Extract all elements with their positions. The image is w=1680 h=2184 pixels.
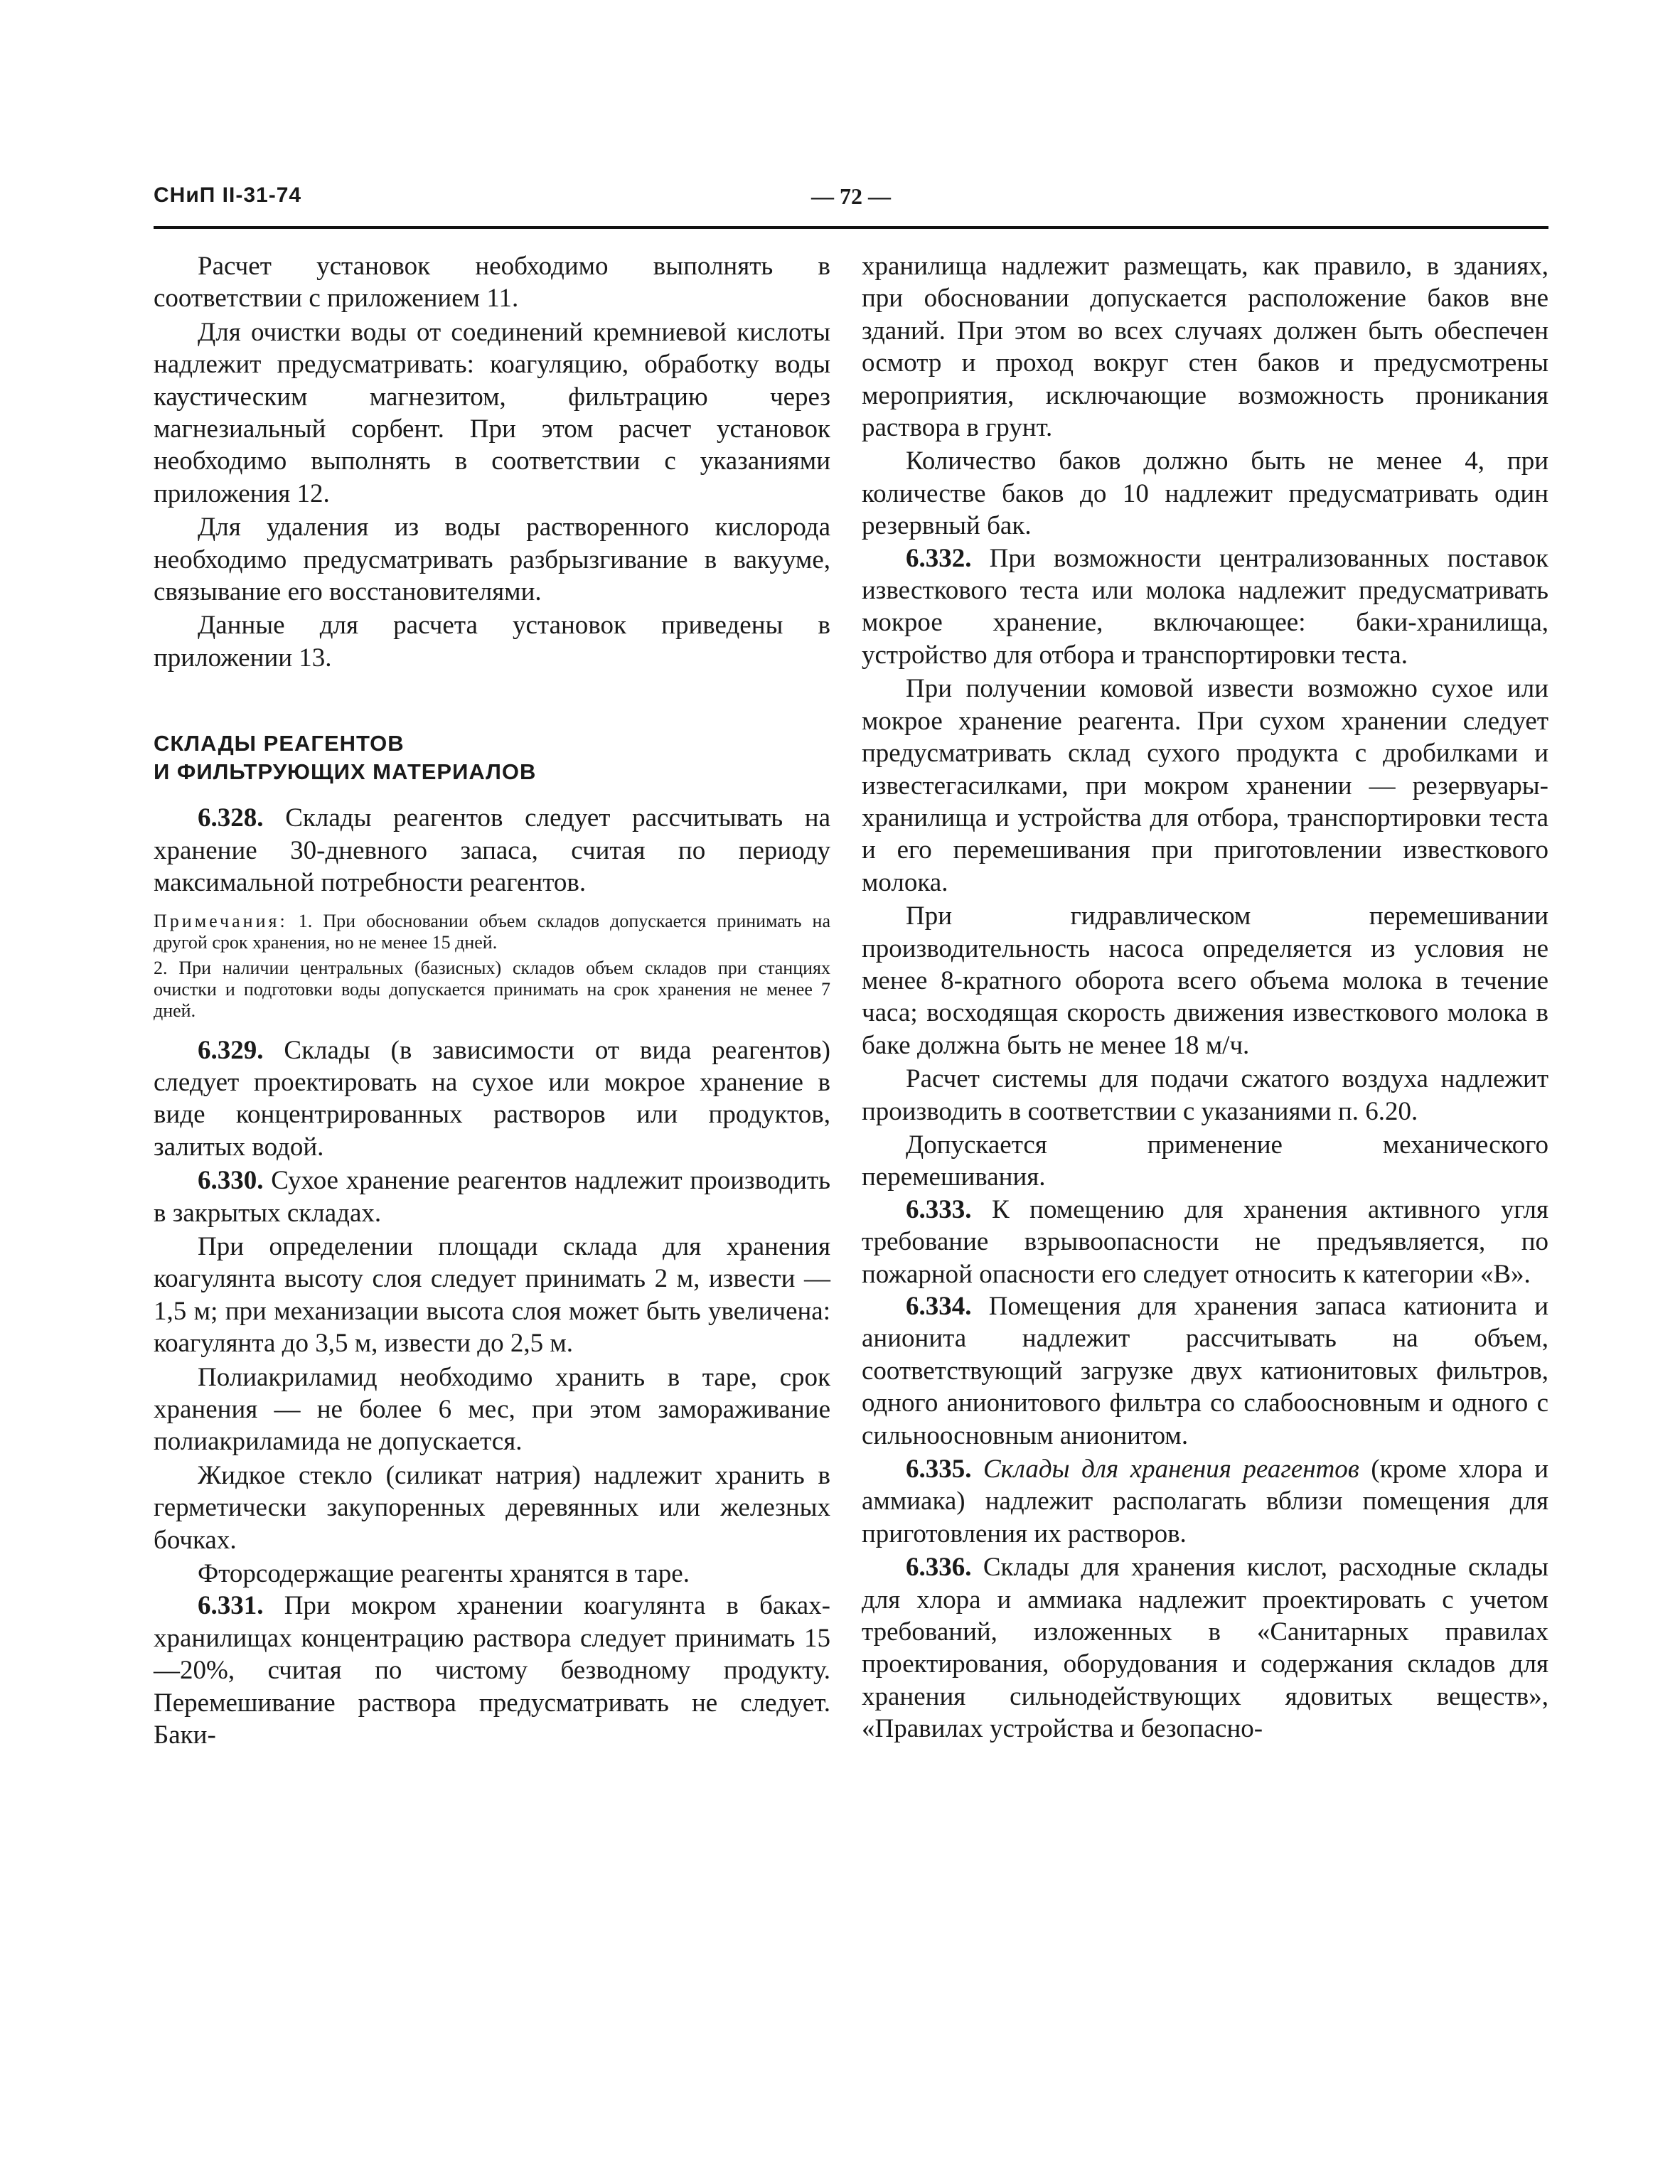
- clause-number: 6.328.: [198, 803, 264, 833]
- paragraph: Допускается применение механического перемешивания.: [862, 1130, 1548, 1192]
- clause-text: Склады (в зависимости от вида реагентов) следует проектировать на сухое или мокрое хранение в виде концентрированных растворов или продуктов, залитых водой.: [154, 1035, 830, 1162]
- paragraph: Расчет установок необходимо выполнять в соответствии с приложением 11.: [154, 252, 830, 314]
- clause-text: При возможности централизованных поставок известкового теста или молока надлежит предусматривать мокрое хранение, включающее: баки-хранилища, устройство для отбора и транспортировки теста.: [862, 543, 1548, 670]
- clause-number: 6.334.: [906, 1292, 972, 1321]
- paragraph: Фторсодержащие реагенты хранятся в таре.: [198, 1559, 690, 1588]
- section-heading-line: СКЛАДЫ РЕАГЕНТОВ: [154, 731, 405, 756]
- paragraph: хранилища надлежит размещать, как правило, в зданиях, при обосновании допускается расположение баков вне зданий. При этом во всех случаях должен быть обеспечен осмотр и проход вокруг стен баков и предусмотрены мероприятия, исключающие возможность проникания раствора в грунт.: [862, 252, 1548, 443]
- header-rule: [154, 226, 1548, 229]
- page-header: [154, 183, 1548, 226]
- paragraph: Для удаления из воды растворенного кислорода необходимо предусматривать разбрызгивание в вакууме, связывание его восстановителями.: [154, 513, 830, 607]
- clause-6-335: [862, 1453, 1548, 1550]
- clause-number: 6.333.: [906, 1194, 972, 1224]
- clause-number: 6.329.: [198, 1035, 264, 1065]
- clause-6-334: [862, 1290, 1548, 1452]
- note-2: 2. При наличии центральных (базисных) складов объем складов при станциях очистки и подготовки воды допускается принимать на срок хранения не менее 7 дней.: [154, 957, 830, 1021]
- clause-number: 6.332.: [906, 543, 972, 573]
- notes-label: Примечания:: [154, 910, 288, 931]
- page-number: — 72 —: [811, 183, 891, 209]
- paragraph: При получении комовой извести возможно сухое или мокрое хранение реагента. При сухом хранении следует предусматривать склад сухого продукта с дробилками и известегасилками, при мокром хранении — резервуары-хранилища и устройства для отбора, транспортировки теста и его перемешивания при приготовлении известкового молока.: [862, 674, 1548, 897]
- clause-number: 6.331.: [198, 1591, 264, 1621]
- paragraph: Данные для расчета установок приведены в приложении 13.: [154, 611, 830, 673]
- section-heading-line: И ФИЛЬТРУЮЩИХ МАТЕРИАЛОВ: [154, 759, 537, 785]
- clause-6-329: [154, 1034, 830, 1164]
- paragraph: Жидкое стекло (силикат натрия) надлежит хранить в герметически закупоренных деревянных или железных бочках.: [154, 1460, 830, 1555]
- clause-6-330: [154, 1165, 830, 1229]
- paragraph: Расчет системы для подачи сжатого воздуха надлежит производить в соответствии с указаниями п. 6.20.: [862, 1064, 1548, 1126]
- section-heading: [154, 729, 830, 786]
- note-1: [154, 911, 830, 953]
- clause-text: (кроме хлора и аммиака) надлежит располагать вблизи помещения для приготовления их растворов.: [862, 1455, 1549, 1548]
- clause-text: Сухое хранение реагентов надлежит производить в закрытых складах.: [154, 1166, 830, 1228]
- clause-6-332: [862, 542, 1548, 672]
- clause-number: 6.330.: [198, 1166, 264, 1196]
- paragraph: При определении площади склада для хранения коагулянта высоту слоя следует принимать 2 м, извести — 1,5 м; при механизации высота слоя может быть увеличена: коагулянта до 3,5 м, извести до 2,5 м.: [154, 1231, 830, 1359]
- clause-number: 6.335.: [906, 1455, 972, 1484]
- paragraph: При гидравлическом перемешивании производительность насоса определяется из условия не менее 8-кратного оборота всего объема молока в течение часа; восходящая скорость движения известкового молока в баке должна быть не менее 18 м/ч.: [862, 901, 1548, 1060]
- clause-italic-text: Склады для хранения реагентов: [983, 1455, 1359, 1484]
- clause-6-333: [862, 1194, 1548, 1290]
- notes-block: [154, 911, 830, 1022]
- document-code: СНиП II-31-74: [154, 183, 302, 207]
- clause-text: При мокром хранении коагулянта в баках-хранилищах концентрацию раствора следует принимать 15—20%, считая по чистому безводному продукту. Перемешивание раствора предусматривать не следует. Баки-: [154, 1591, 831, 1750]
- clause-text: К помещению для хранения активного угля требование взрывоопасности не предъявляется, по пожарной опасности его следует относить к категории «В».: [862, 1194, 1549, 1289]
- right-column: [862, 250, 1548, 1745]
- clause-6-336: [862, 1551, 1548, 1745]
- note-text: 1. При обосновании объем складов допускается принимать на другой срок хранения, но не менее 15 дней.: [154, 910, 830, 953]
- clause-number: 6.336.: [906, 1553, 972, 1583]
- paragraph: Для очистки воды от соединений кремниевой кислоты надлежит предусматривать: коагуляцию, обработку воды каустическим магнезитом, фильтрацию через магнезиальный сорбент. При этом расчет установок необходимо выполнять в соответствии с указаниями приложения 12.: [154, 317, 830, 508]
- paragraph: Количество баков должно быть не менее 4, при количестве баков до 10 надлежит предусматривать один резервный бак.: [862, 446, 1548, 541]
- left-column: [154, 250, 830, 1751]
- clause-text: Склады для хранения кислот, расходные склады для хлора и аммиака надлежит проектировать с учетом требований, изложенных в «Санитарных правилах проектирования, оборудования и содержания складов для хранения сильнодействующих ядовитых веществ», «Правилах устройства и безопасно-: [862, 1553, 1549, 1744]
- paragraph: Полиакриламид необходимо хранить в таре, срок хранения — не более 6 мес, при этом замораживание полиакриламида не допускается.: [154, 1362, 830, 1457]
- clause-text: Помещения для хранения запаса катионита и анионита надлежит рассчитывать на объем, соответствующий загрузке двух катионитовых фильтров, одного анионитового фильтра со слабоосновным и одного с сильноосновным анионитом.: [862, 1292, 1549, 1450]
- clause-6-331: [154, 1590, 830, 1751]
- clause-6-328: [154, 802, 830, 899]
- clause-text: Склады реагентов следует рассчитывать на хранение 30-дневного запаса, считая по периоду максимальной потребности реагентов.: [154, 803, 831, 898]
